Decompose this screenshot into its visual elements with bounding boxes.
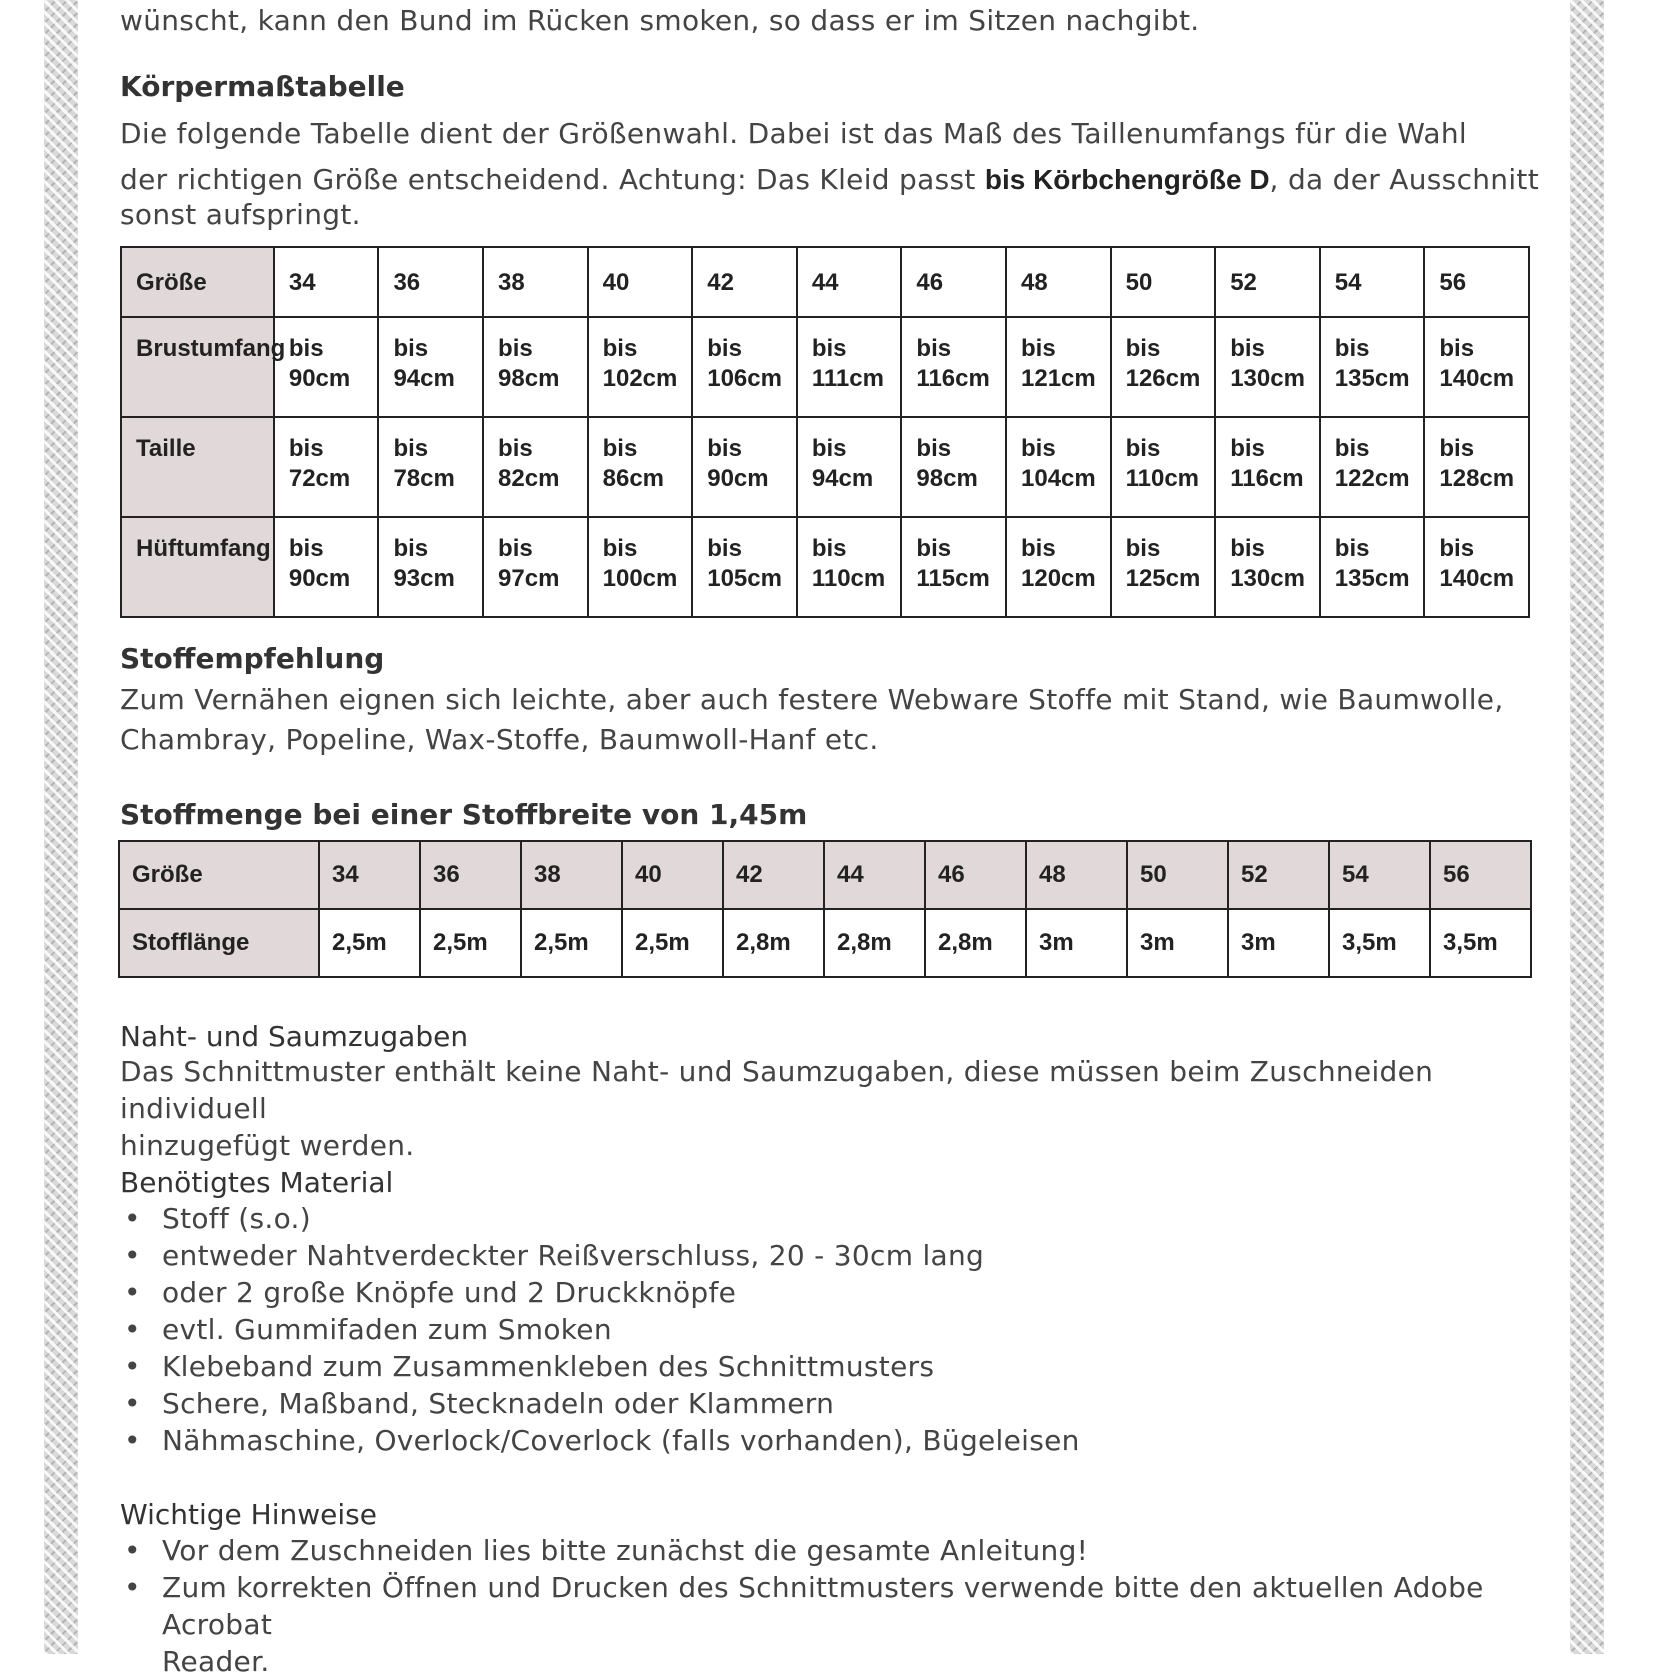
table-header-row (119, 841, 1531, 909)
list-item (120, 1274, 1080, 1311)
koerpermass-text-line: der richtigen Größe entscheidend. Achtung: Das Kleid passt bis Körbchengröße D, da der Ausschnitt (120, 163, 1539, 196)
table-row (121, 417, 1529, 517)
measurement-cell: bis 94cm (797, 417, 902, 517)
measurement-cell: bis 90cm (692, 417, 797, 517)
list-item (120, 1200, 1080, 1237)
size-header-cell: 36 (420, 841, 521, 909)
table-row (121, 517, 1529, 617)
bullet-icon: • (124, 1387, 141, 1420)
list-item-text: Stoff (s.o.) (162, 1202, 311, 1235)
list-item-text: Nähmaschine, Overlock/Coverlock (falls vorhanden), Bügeleisen (162, 1424, 1080, 1457)
table-row (121, 317, 1529, 417)
measurement-cell: bis 116cm (1215, 417, 1320, 517)
measurement-cell: bis 104cm (1006, 417, 1111, 517)
koerpermass-text (120, 114, 1560, 230)
measurement-cell: bis 120cm (1006, 517, 1111, 617)
size-header-cell: 52 (1228, 841, 1329, 909)
koerpermass-text-line: Die folgende Tabelle dient der Größenwahl. Dabei ist das Maß des Taillenumfangs für die Wahl (120, 117, 1467, 150)
measurement-cell: bis 94cm (378, 317, 483, 417)
measurement-cell: bis 111cm (797, 317, 902, 417)
size-header-cell: 38 (521, 841, 622, 909)
koerpermass-text-line: sonst aufspringt. (120, 198, 361, 231)
bullet-icon: • (124, 1276, 141, 1309)
size-header-cell: 56 (1430, 841, 1531, 909)
stoffmenge-heading: Stoffmenge bei einer Stoffbreite von 1,45m (120, 798, 808, 831)
measurement-cell: bis 106cm (692, 317, 797, 417)
fabric-length-label: Stofflänge (119, 909, 319, 977)
hinweise-heading: Wichtige Hinweise (120, 1498, 377, 1531)
fabric-length-cell: 2,8m (723, 909, 824, 977)
size-header-cell: 54 (1320, 247, 1425, 317)
list-item (120, 1237, 1080, 1274)
cup-size-note: bis Körbchengröße D (984, 164, 1270, 195)
measurement-cell: bis 100cm (588, 517, 693, 617)
list-item-text: Vor dem Zuschneiden lies bitte zunächst die gesamte Anleitung! (162, 1534, 1089, 1567)
measurement-cell: bis 78cm (378, 417, 483, 517)
measurement-cell: bis 93cm (378, 517, 483, 617)
fabric-length-cell: 2,5m (622, 909, 723, 977)
bullet-icon: • (124, 1534, 141, 1567)
material-list (120, 1200, 1080, 1459)
size-header-cell: 54 (1329, 841, 1430, 909)
stoffempfehlung-text-line: Zum Vernähen eignen sich leichte, aber auch festere Webware Stoffe mit Stand, wie Baumwolle, (120, 683, 1504, 716)
bullet-icon: • (124, 1239, 141, 1272)
size-header-cell: 56 (1424, 247, 1529, 317)
measurement-cell: bis 98cm (483, 317, 588, 417)
measurement-cell: bis 102cm (588, 317, 693, 417)
body-measurement-table (120, 246, 1530, 618)
measurement-cell: bis 105cm (692, 517, 797, 617)
fabric-length-cell: 2,5m (521, 909, 622, 977)
measurement-cell: bis 116cm (901, 317, 1006, 417)
bullet-icon: • (124, 1350, 141, 1383)
size-header-cell: 52 (1215, 247, 1320, 317)
list-item-text: Klebeband zum Zusammenkleben des Schnittmusters (162, 1350, 935, 1383)
list-item-text: oder 2 große Knöpfe und 2 Druckknöpfe (162, 1276, 737, 1309)
measurement-cell: bis 122cm (1320, 417, 1425, 517)
fabric-length-cell: 2,8m (824, 909, 925, 977)
measurement-label: Hüftumfang (121, 517, 274, 617)
bullet-icon: • (124, 1313, 141, 1346)
table-header-row (121, 247, 1529, 317)
size-header-cell: 38 (483, 247, 588, 317)
intro-text: wünscht, kann den Bund im Rücken smoken, so dass er im Sitzen nachgibt. (120, 4, 1200, 37)
fabric-length-cell: 2,5m (319, 909, 420, 977)
size-header-cell: 34 (319, 841, 420, 909)
size-header-cell: 36 (378, 247, 483, 317)
fabric-length-cell: 3,5m (1329, 909, 1430, 977)
naht-text-line: Das Schnittmuster enthält keine Naht- und Saumzugaben, diese müssen beim Zuschneiden individuell (120, 1055, 1434, 1125)
list-item (120, 1532, 1540, 1569)
measurement-cell: bis 110cm (1111, 417, 1216, 517)
stoffempfehlung-text-line: Chambray, Popeline, Wax-Stoffe, Baumwoll-Hanf etc. (120, 723, 879, 756)
size-header-cell: 44 (824, 841, 925, 909)
measurement-cell: bis 140cm (1424, 317, 1529, 417)
fabric-amount-table (118, 840, 1532, 978)
fabric-length-cell: 3,5m (1430, 909, 1531, 977)
stoffempfehlung-text (120, 680, 1560, 760)
list-item (120, 1311, 1080, 1348)
hinweise-list (120, 1532, 1540, 1680)
list-item-text: Zum korrekten Öffnen und Drucken des Schnittmusters verwende bitte den aktuellen Adobe Acrobat (162, 1571, 1484, 1641)
measurement-cell: bis 90cm (274, 317, 379, 417)
table-row (119, 909, 1531, 977)
decorative-border-left (44, 0, 78, 1654)
size-header-label: Größe (121, 247, 274, 317)
measurement-cell: bis 130cm (1215, 317, 1320, 417)
naht-text-line: hinzugefügt werden. (120, 1129, 415, 1162)
material-heading: Benötigtes Material (120, 1166, 394, 1199)
stoffempfehlung-heading: Stoffempfehlung (120, 642, 385, 675)
decorative-border-right (1570, 0, 1604, 1654)
measurement-cell: bis 98cm (901, 417, 1006, 517)
list-item (120, 1422, 1080, 1459)
measurement-cell: bis 121cm (1006, 317, 1111, 417)
measurement-cell: bis 125cm (1111, 517, 1216, 617)
measurement-label: Brustumfang (121, 317, 274, 417)
measurement-cell: bis 128cm (1424, 417, 1529, 517)
measurement-cell: bis 135cm (1320, 517, 1425, 617)
size-header-cell: 44 (797, 247, 902, 317)
naht-heading: Naht- und Saumzugaben (120, 1020, 469, 1053)
measurement-cell: bis 135cm (1320, 317, 1425, 417)
koerpermass-heading: Körpermaßtabelle (120, 70, 405, 103)
fabric-length-cell: 2,5m (420, 909, 521, 977)
fabric-length-cell: 3m (1228, 909, 1329, 977)
size-header-cell: 46 (925, 841, 1026, 909)
fabric-length-cell: 3m (1026, 909, 1127, 977)
measurement-cell: bis 126cm (1111, 317, 1216, 417)
measurement-cell: bis 115cm (901, 517, 1006, 617)
size-header-cell: 40 (588, 247, 693, 317)
size-header-cell: 40 (622, 841, 723, 909)
fabric-length-cell: 3m (1127, 909, 1228, 977)
measurement-cell: bis 97cm (483, 517, 588, 617)
measurement-cell: bis 140cm (1424, 517, 1529, 617)
list-item-continuation: Reader. (162, 1645, 270, 1678)
size-header-cell: 48 (1026, 841, 1127, 909)
size-header-cell: 48 (1006, 247, 1111, 317)
list-item-text: Schere, Maßband, Stecknadeln oder Klammern (162, 1387, 835, 1420)
size-header-cell: 34 (274, 247, 379, 317)
list-item (120, 1348, 1080, 1385)
list-item-text: entweder Nahtverdeckter Reißverschluss, 20 - 30cm lang (162, 1239, 985, 1272)
measurement-cell: bis 110cm (797, 517, 902, 617)
measurement-cell: bis 82cm (483, 417, 588, 517)
bullet-icon: • (124, 1571, 141, 1604)
bullet-icon: • (124, 1202, 141, 1235)
fabric-length-cell: 2,8m (925, 909, 1026, 977)
size-header-label: Größe (119, 841, 319, 909)
size-header-cell: 50 (1127, 841, 1228, 909)
size-header-cell: 50 (1111, 247, 1216, 317)
naht-text (120, 1053, 1560, 1164)
list-item (120, 1385, 1080, 1422)
size-header-cell: 42 (723, 841, 824, 909)
measurement-cell: bis 86cm (588, 417, 693, 517)
measurement-cell: bis 72cm (274, 417, 379, 517)
list-item-text: evtl. Gummifaden zum Smoken (162, 1313, 612, 1346)
bullet-icon: • (124, 1424, 141, 1457)
measurement-label: Taille (121, 417, 274, 517)
measurement-cell: bis 90cm (274, 517, 379, 617)
list-item (120, 1569, 1540, 1680)
size-header-cell: 46 (901, 247, 1006, 317)
size-header-cell: 42 (692, 247, 797, 317)
measurement-cell: bis 130cm (1215, 517, 1320, 617)
